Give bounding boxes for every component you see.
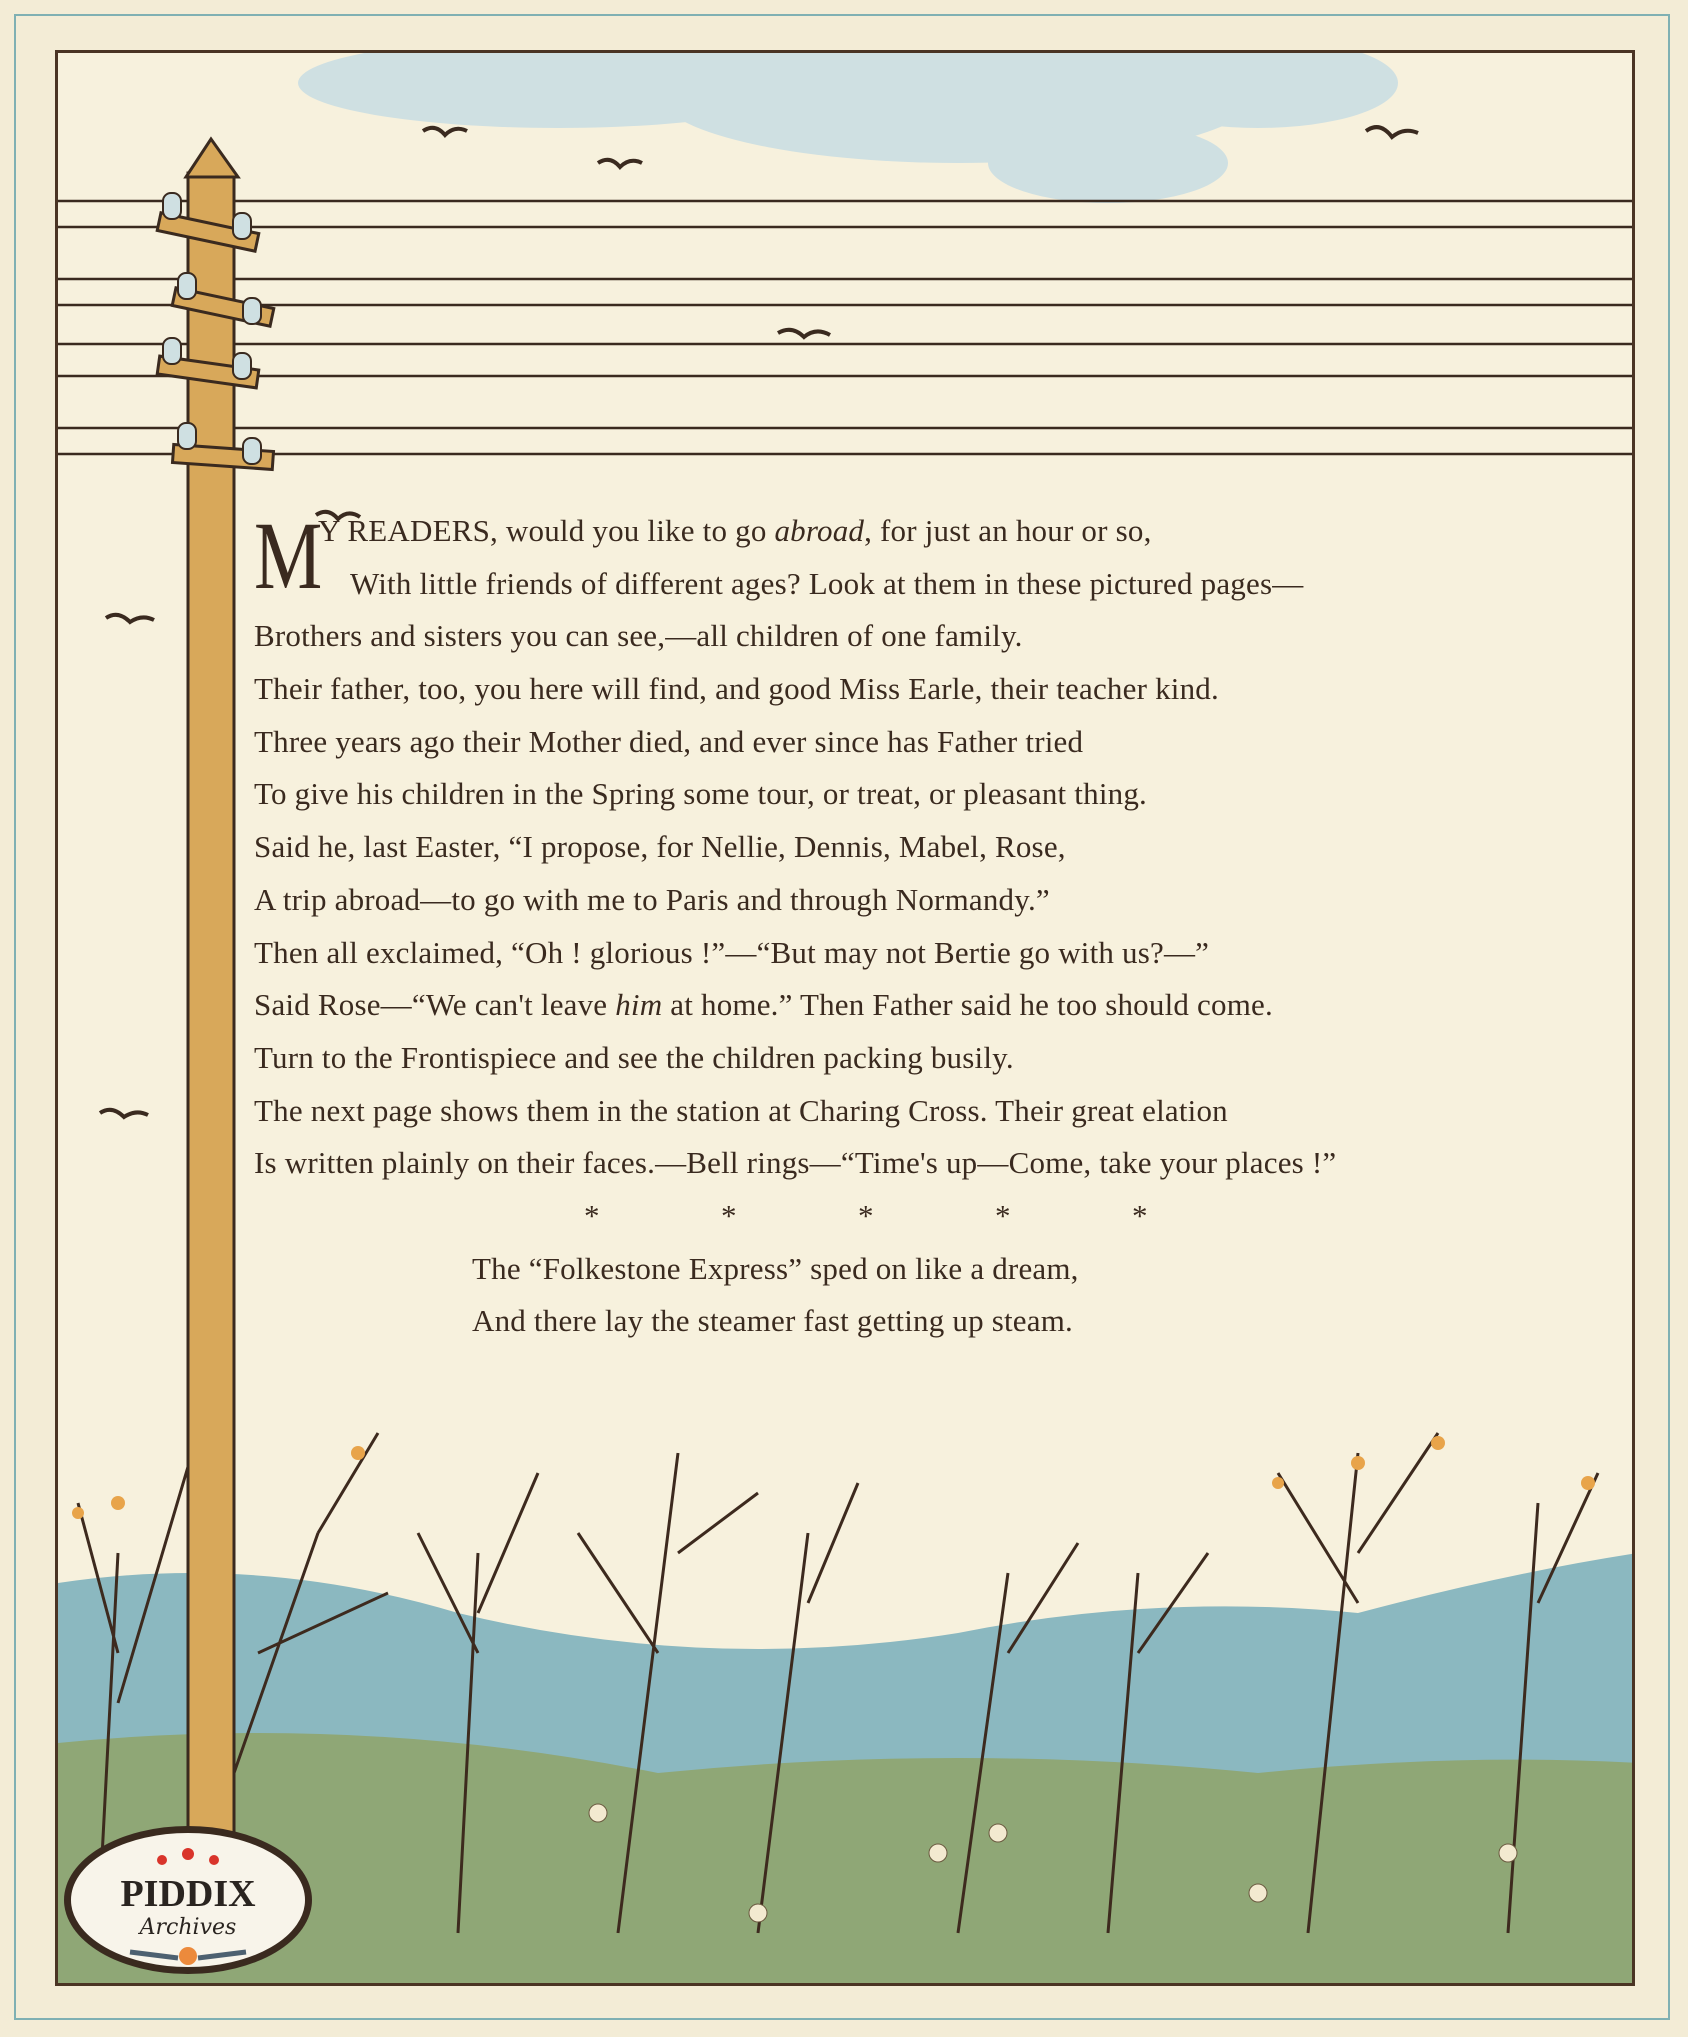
line-text: The next page shows them in the station at Charing Cross. Their great elation (254, 1092, 1228, 1128)
line-text: Brothers and sisters you can see,—all children of one family. (254, 618, 1023, 654)
italic-word: him (615, 987, 663, 1023)
line-text: Is written plainly on their faces.—Bell rings—“Time's up—Come, take your places !” (254, 1145, 1337, 1181)
poem-line (254, 716, 1574, 769)
star-separator: * (858, 1197, 874, 1233)
line-text: Said he, last Easter, “I propose, for Nellie, Dennis, Mabel, Rose, (254, 829, 1066, 865)
poem-line (254, 1085, 1574, 1138)
drop-cap: M (254, 502, 323, 609)
piddix-archives-logo (60, 1820, 316, 1980)
line-text: Y READERS, would you like to go (318, 513, 775, 548)
poem-line (254, 1032, 1574, 1085)
line-text: Said Rose—“We can't leave (254, 987, 616, 1023)
poem-line (254, 874, 1574, 927)
poem-line (254, 663, 1574, 716)
star-separator: * (584, 1197, 600, 1233)
line-text: With little friends of different ages? Look at them in these pictured pages— (350, 565, 1304, 601)
star-separator: * (1132, 1197, 1148, 1233)
svg-text:Archives: Archives (139, 1915, 237, 1940)
section-stars (254, 1190, 1574, 1243)
line-text: Turn to the Frontispiece and see the children packing busily. (254, 1039, 1014, 1075)
poem-line (254, 821, 1574, 874)
poem-text (254, 502, 1574, 1348)
telegraph-wires (58, 201, 1635, 454)
line-text: , for just an hour or so, (864, 513, 1152, 548)
line-text: at home.” Then Father said he too should come. (662, 987, 1273, 1023)
line-text: Their father, too, you here will find, and good Miss Earle, their teacher kind. (254, 671, 1219, 707)
poem-line (254, 979, 1574, 1032)
verse-line: The “Folkestone Express” sped on like a dream, (472, 1250, 1079, 1286)
svg-text:PIDDIX: PIDDIX (120, 1873, 256, 1915)
poem-line (254, 1137, 1574, 1190)
star-separator: * (721, 1197, 737, 1233)
line-text: Then all exclaimed, “Oh ! glorious !”—“But may not Bertie go with us?—” (254, 934, 1210, 970)
verse-line: And there lay the steamer fast getting up steam. (472, 1303, 1073, 1339)
poem-line (254, 558, 1574, 611)
poem-line (254, 610, 1574, 663)
poem-line (254, 927, 1574, 980)
line-text: Three years ago their Mother died, and ever since has Father tried (254, 723, 1084, 759)
italic-word: abroad (774, 513, 865, 548)
line-text: A trip abroad—to go with me to Paris and through Normandy.” (254, 881, 1050, 917)
star-separator: * (995, 1197, 1011, 1233)
poem-line (254, 768, 1574, 821)
line-text: To give his children in the Spring some tour, or treat, or pleasant thing. (254, 776, 1147, 812)
poem-line (254, 505, 1574, 558)
blossoms (72, 1436, 1595, 1519)
